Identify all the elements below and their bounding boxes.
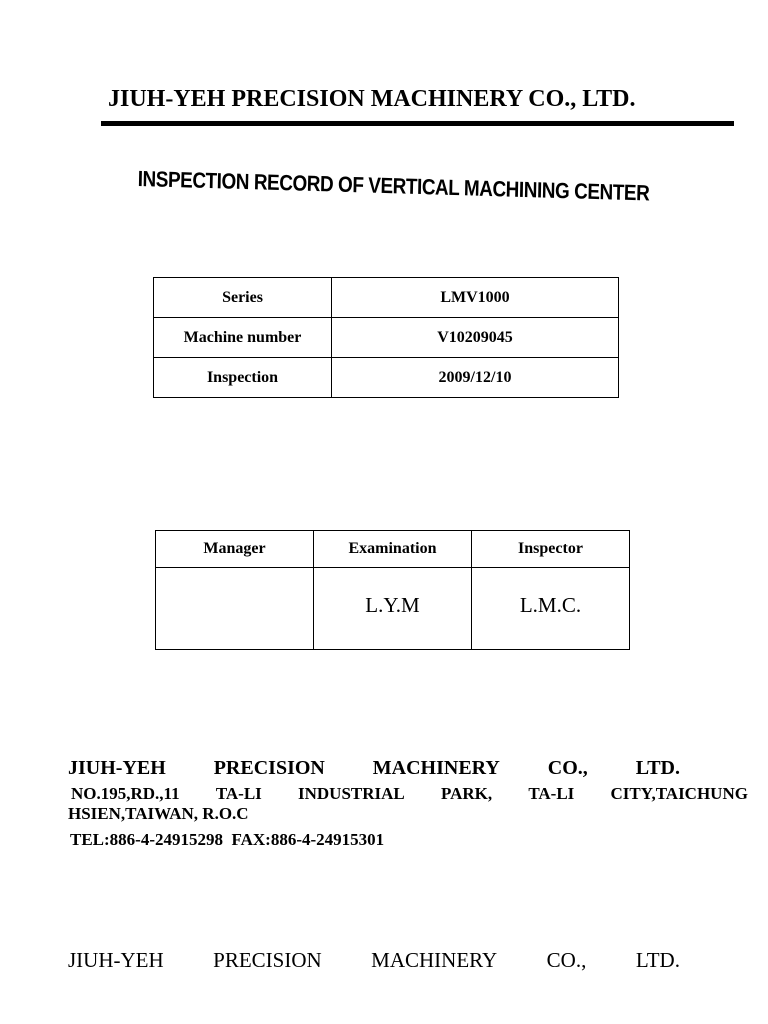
company-header-title: JIUH-YEH PRECISION MACHINERY CO., LTD. (108, 86, 636, 112)
company-contact-block (68, 757, 748, 850)
footer-word: CO., (546, 948, 587, 972)
examination-header: Examination (314, 531, 472, 568)
address-line-2: HSIEN,TAIWAN, R.O.C (68, 804, 249, 823)
manager-header: Manager (156, 531, 314, 568)
footer-word: JIUH-YEH (68, 948, 164, 972)
address-word: CITY,TAICHUNG (610, 784, 748, 803)
company-name-word: MACHINERY (372, 757, 500, 779)
manager-signature (156, 568, 314, 650)
machine-number-value: V10209045 (332, 318, 619, 358)
series-label: Series (154, 278, 332, 318)
company-name-word: LTD. (635, 757, 680, 779)
table-row (154, 278, 619, 318)
address-line-1 (68, 784, 748, 804)
document-title: INSPECTION RECORD OF VERTICAL MACHINING CENTER (137, 166, 650, 206)
footer-company-name (68, 948, 680, 973)
address-word: NO.195,RD.,11 (71, 784, 180, 803)
inspection-date-value: 2009/12/10 (332, 358, 619, 398)
inspector-signature: L.M.C. (472, 568, 630, 650)
company-name-word: CO., (547, 757, 588, 779)
address-word: TA-LI (215, 784, 262, 803)
table-row (156, 531, 630, 568)
tel-fax-line: TEL:886-4-24915298 FAX:886-4-24915301 (70, 830, 385, 849)
header-divider (101, 121, 734, 126)
signature-table (155, 530, 630, 650)
company-name-word: JIUH-YEH (68, 757, 166, 779)
table-row (156, 568, 630, 650)
company-name-word: PRECISION (213, 757, 325, 779)
inspector-header: Inspector (472, 531, 630, 568)
table-row (154, 358, 619, 398)
examination-signature: L.Y.M (314, 568, 472, 650)
footer-word: MACHINERY (371, 948, 498, 972)
address-word: TA-LI (528, 784, 575, 803)
inspection-label: Inspection (154, 358, 332, 398)
address-word: PARK, (440, 784, 493, 803)
footer-word: LTD. (635, 948, 680, 972)
machine-number-label: Machine number (154, 318, 332, 358)
table-row (154, 318, 619, 358)
series-value: LMV1000 (332, 278, 619, 318)
footer-word: PRECISION (213, 948, 322, 972)
machine-info-table (153, 277, 619, 398)
company-name (68, 757, 680, 780)
address-word: INDUSTRIAL (298, 784, 405, 803)
